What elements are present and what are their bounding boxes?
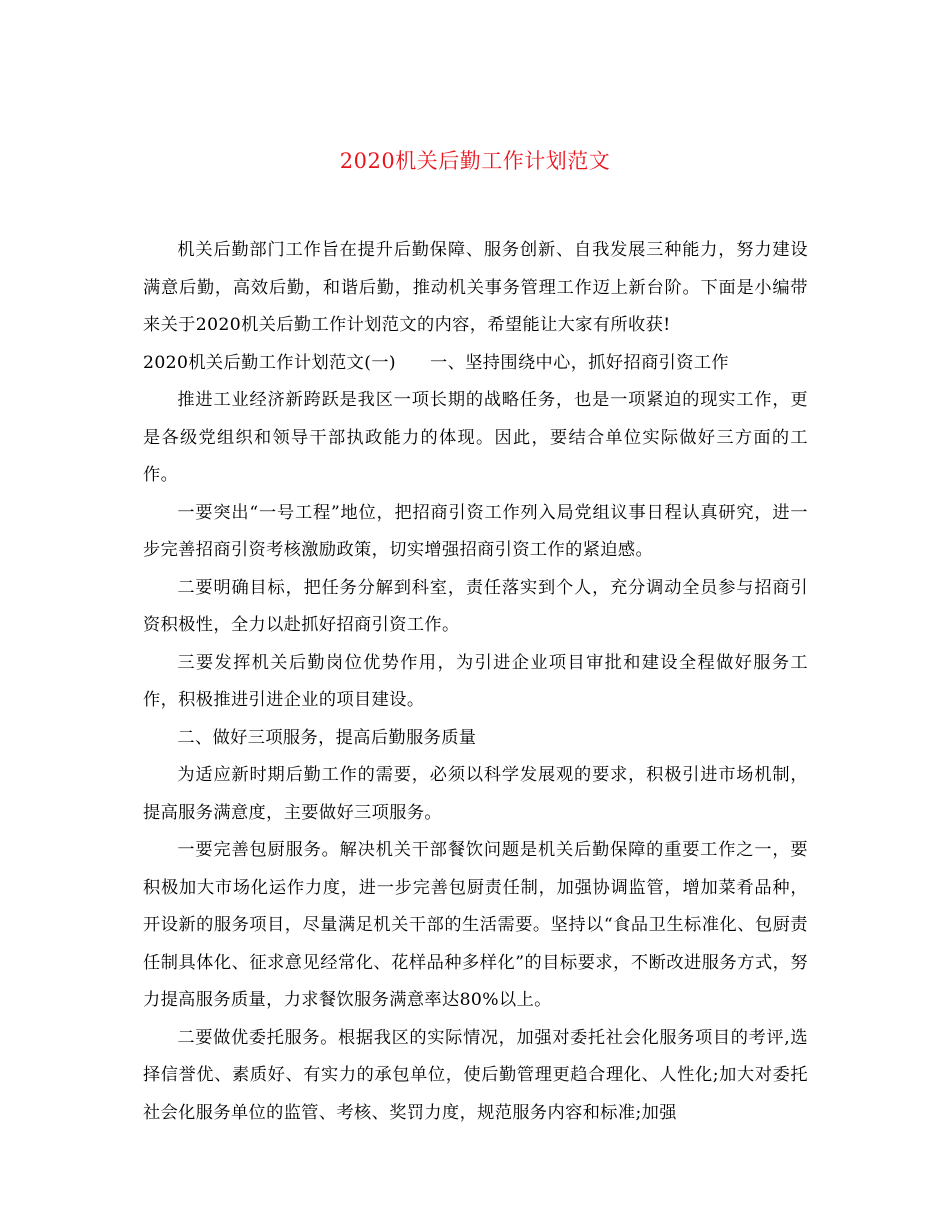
section-label: 2020机关后勤工作计划范文(一) — [143, 352, 397, 373]
document-body — [143, 232, 808, 1132]
document-title: 2020机关后勤工作计划范文 — [339, 149, 611, 173]
section-one-heading: 一、坚持围绕中心，抓好招商引资工作 — [430, 352, 730, 373]
body-paragraph: 二要做优委托服务。根据我区的实际情况，加强对委托社会化服务项目的考评,选择信誉优、素质好、有实力的承包单位，使后勤管理更趋合理化、人性化;加大对委托社会化服务单位的监管、考核、奖罚力度，规范服务内容和标准;加强 — [143, 1027, 808, 1123]
section-two-heading: 二、做好三项服务，提高后勤服务质量 — [177, 727, 477, 748]
section-heading-line — [143, 345, 808, 383]
body-paragraph: 为适应新时期后勤工作的需要，必须以科学发展观的要求，积极引进市场机制，提高服务满意度，主要做好三项服务。 — [143, 765, 808, 823]
body-paragraph: 二要明确目标，把任务分解到科室，责任落实到个人，充分调动全员参与招商引资积极性，全力以赴抓好招商引资工作。 — [143, 577, 808, 635]
body-paragraph: 三要发挥机关后勤岗位优势作用，为引进企业项目审批和建设全程做好服务工作，积极推进引进企业的项目建设。 — [143, 652, 808, 710]
intro-paragraph: 机关后勤部门工作旨在提升后勤保障、服务创新、自我发展三种能力，努力建设满意后勤，高效后勤，和谐后勤，推动机关事务管理工作迈上新台阶。下面是小编带来关于2020机关后勤工作计划范文的内容，希望能让大家有所收获! — [143, 240, 808, 335]
body-paragraph: 一要完善包厨服务。解决机关干部餐饮问题是机关后勤保障的重要工作之一，要积极加大市场化运作力度，进一步完善包厨责任制，加强协调监管，增加菜肴品种，开设新的服务项目，尽量满足机关干部的生活需要。坚持以“食品卫生标准化、包厨责任制具体化、征求意见经常化、花样品种多样化”的目标要求，不断改进服务方式，努力提高服务质量，力求餐饮服务满意率达80%以上。 — [143, 840, 808, 1010]
body-paragraph: 一要突出“一号工程”地位，把招商引资工作列入局党组议事日程认真研究，进一步完善招商引资考核激励政策，切实增强招商引资工作的紧迫感。 — [143, 502, 808, 560]
body-paragraph: 推进工业经济新跨跃是我区一项长期的战略任务，也是一项紧迫的现实工作，更是各级党组织和领导干部执政能力的体现。因此，要结合单位实际做好三方面的工作。 — [143, 390, 808, 485]
